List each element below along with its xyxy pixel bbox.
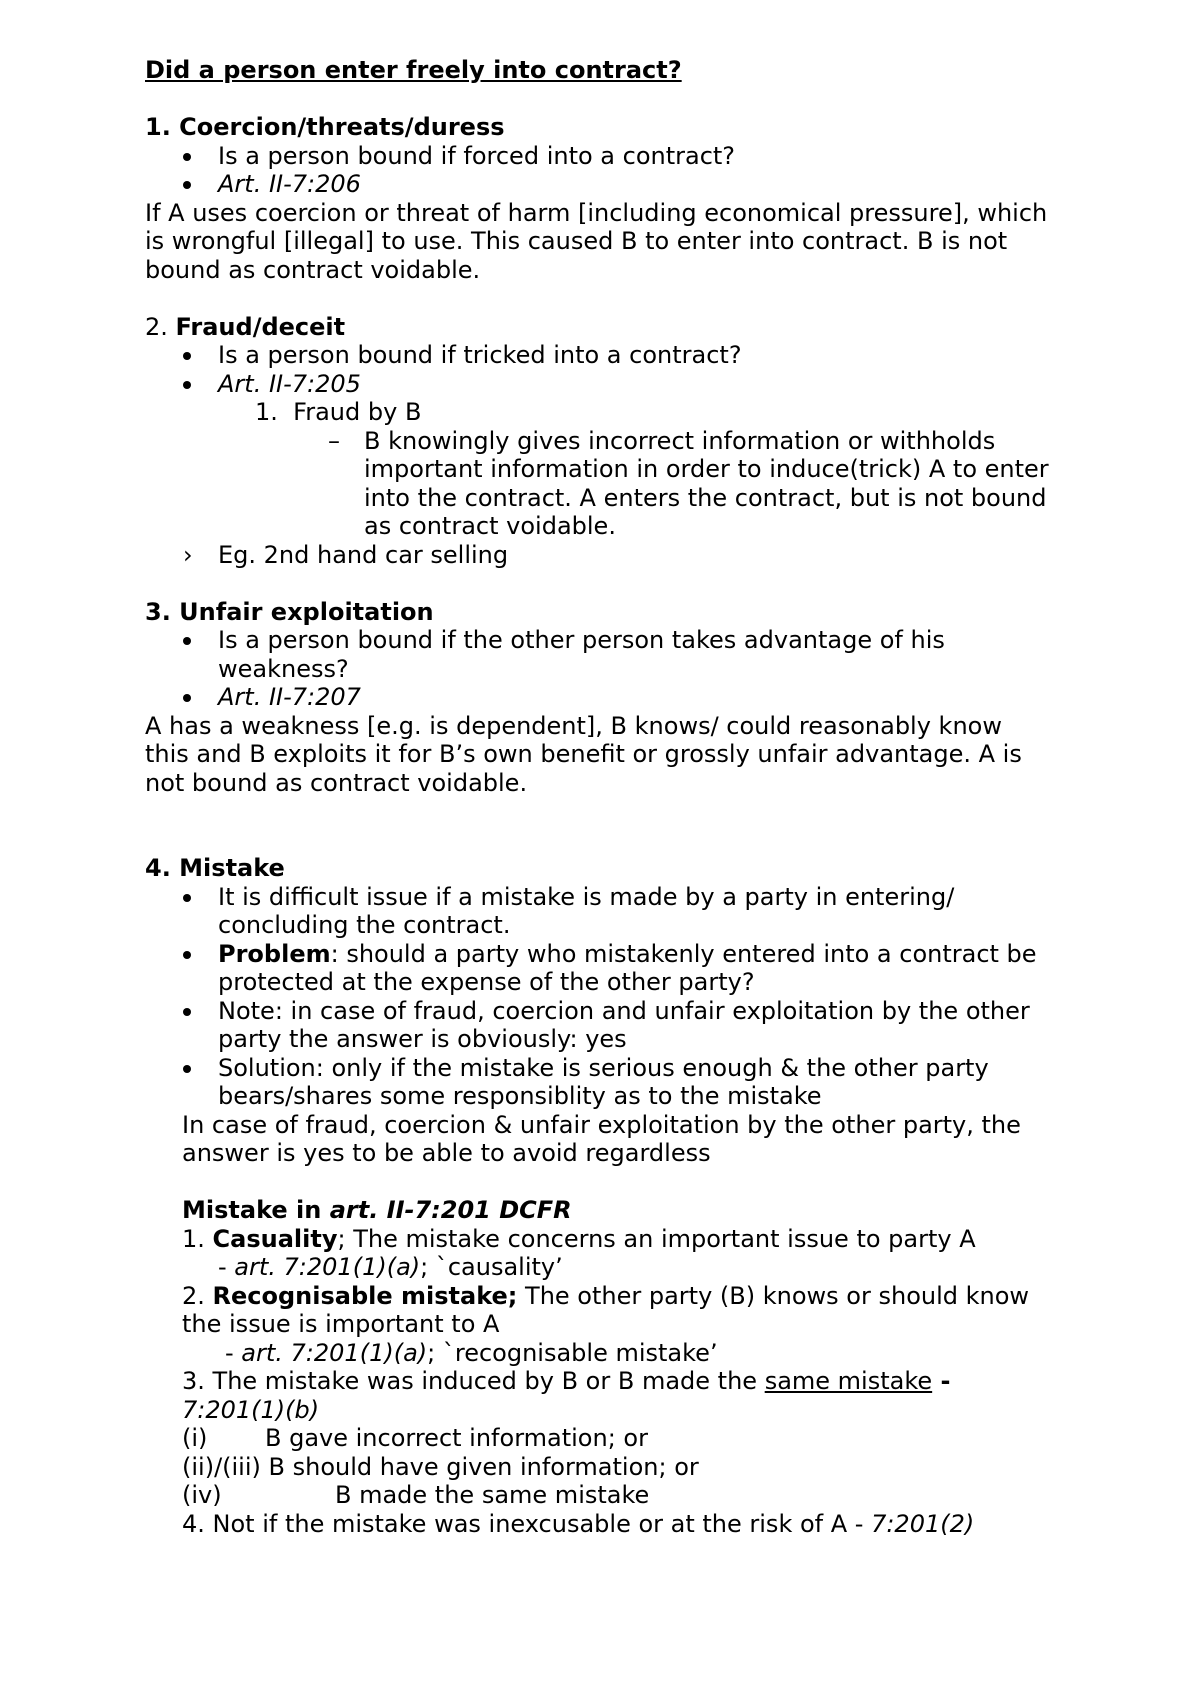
mistake-item-1: 1. Casuality; The mistake concerns an important issue to party A xyxy=(182,1224,976,1253)
dash-item-line: as contract voidable. xyxy=(364,512,616,540)
sub-condition-i: (i) B gave incorrect information; or xyxy=(182,1424,648,1452)
mistake-subheading: Mistake in art. II-7:201 DCFR xyxy=(182,1196,572,1224)
bullet-icon xyxy=(183,352,191,360)
paragraph-line: is wrongful [illegal] to use. This caused B to enter into contract. B is not xyxy=(145,227,1008,255)
list-item: Art. II-7:207 xyxy=(145,683,1075,712)
bullet-icon xyxy=(183,181,191,189)
paragraph-line: bound as contract voidable. xyxy=(145,255,481,284)
bullet-icon xyxy=(183,153,191,161)
sub-list-item: 1. Fraud by B xyxy=(255,398,422,426)
list-item-line: party the answer is obviously: yes xyxy=(218,1025,627,1053)
list-item-line: concluding the contract. xyxy=(218,911,511,939)
mistake-item-2: 2. Recognisable mistake; The other party (B) knows or should know xyxy=(182,1281,1030,1310)
section-1-heading: 1. Coercion/threats/duress xyxy=(145,113,505,141)
paragraph-line: not bound as contract voidable. xyxy=(145,768,528,797)
paragraph-line: answer is yes to be able to avoid regardless xyxy=(182,1139,711,1167)
document-title: Did a person enter freely into contract? xyxy=(145,56,682,84)
list-item-line: bears/shares some responsiblity as to the mistake xyxy=(218,1082,822,1110)
dash-item-line: into the contract. A enters the contract, but is not bound xyxy=(364,483,1047,512)
example-item: › Eg. 2nd hand car selling xyxy=(183,540,509,569)
dash-item: – B knowingly gives incorrect information or withholds xyxy=(328,426,996,455)
mistake-item-1-ref: - art. 7:201(1)(a); `causality’ xyxy=(218,1253,563,1281)
dash-icon: – xyxy=(328,426,340,455)
mistake-item-3: 3. The mistake was induced by B or B made the same mistake - xyxy=(182,1367,951,1395)
paragraph-line: In case of fraud, coercion & unfair exploitation by the other party, the xyxy=(182,1110,1021,1139)
document-page xyxy=(145,56,1075,1538)
mistake-item-4: 4. Not if the mistake was inexcusable or at the risk of A - 7:201(2) xyxy=(182,1509,975,1538)
list-item-line: weakness? xyxy=(218,654,349,683)
list-item-line: protected at the expense of the other party? xyxy=(218,968,755,996)
dash-item-line: important information in order to induce(trick) A to enter xyxy=(364,455,1049,483)
bullet-icon xyxy=(183,637,191,645)
chevron-right-icon: › xyxy=(183,540,193,569)
bullet-icon xyxy=(183,894,191,902)
mistake-item-3-ref: 7:201(1)(b) xyxy=(182,1395,320,1424)
sub-condition-iv: (iv) B made the same mistake xyxy=(182,1481,650,1509)
sub-condition-ii-iii: (ii)/(iii) B should have given information; or xyxy=(182,1452,699,1481)
list-item: Is a person bound if the other person takes advantage of his xyxy=(145,626,1075,655)
list-item: Solution: only if the mistake is serious enough & the other party xyxy=(145,1054,1075,1083)
list-item: Is a person bound if tricked into a contract? xyxy=(145,341,1075,370)
paragraph-line: If A uses coercion or threat of harm [including economical pressure], which xyxy=(145,198,1048,227)
bullet-icon xyxy=(183,694,191,702)
paragraph-line: this and B exploits it for B’s own benefit or grossly unfair advantage. A is xyxy=(145,740,1022,768)
list-item: Problem: should a party who mistakenly entered into a contract be xyxy=(145,940,1075,969)
section-4-heading: 4. Mistake xyxy=(145,854,285,882)
bullet-icon xyxy=(183,381,191,389)
list-item: Art. II-7:205 xyxy=(145,370,1075,399)
list-item: It is difficult issue if a mistake is made by a party in entering/ xyxy=(145,883,1075,912)
mistake-item-2-line: the issue is important to A xyxy=(182,1310,500,1338)
section-2-heading: 2. Fraud/deceit xyxy=(145,312,346,341)
bullet-icon xyxy=(183,1008,191,1016)
list-item: Is a person bound if forced into a contract? xyxy=(145,142,1075,171)
section-3-heading: 3. Unfair exploitation xyxy=(145,597,434,626)
bullet-icon xyxy=(183,951,191,959)
paragraph-line: A has a weakness [e.g. is dependent], B knows/ could reasonably know xyxy=(145,711,1002,740)
list-item: Art. II-7:206 xyxy=(145,170,1075,199)
bullet-icon xyxy=(183,1065,191,1073)
mistake-item-2-ref: - art. 7:201(1)(a); `recognisable mistake’ xyxy=(225,1338,718,1367)
list-item: Note: in case of fraud, coercion and unfair exploitation by the other xyxy=(145,997,1075,1026)
